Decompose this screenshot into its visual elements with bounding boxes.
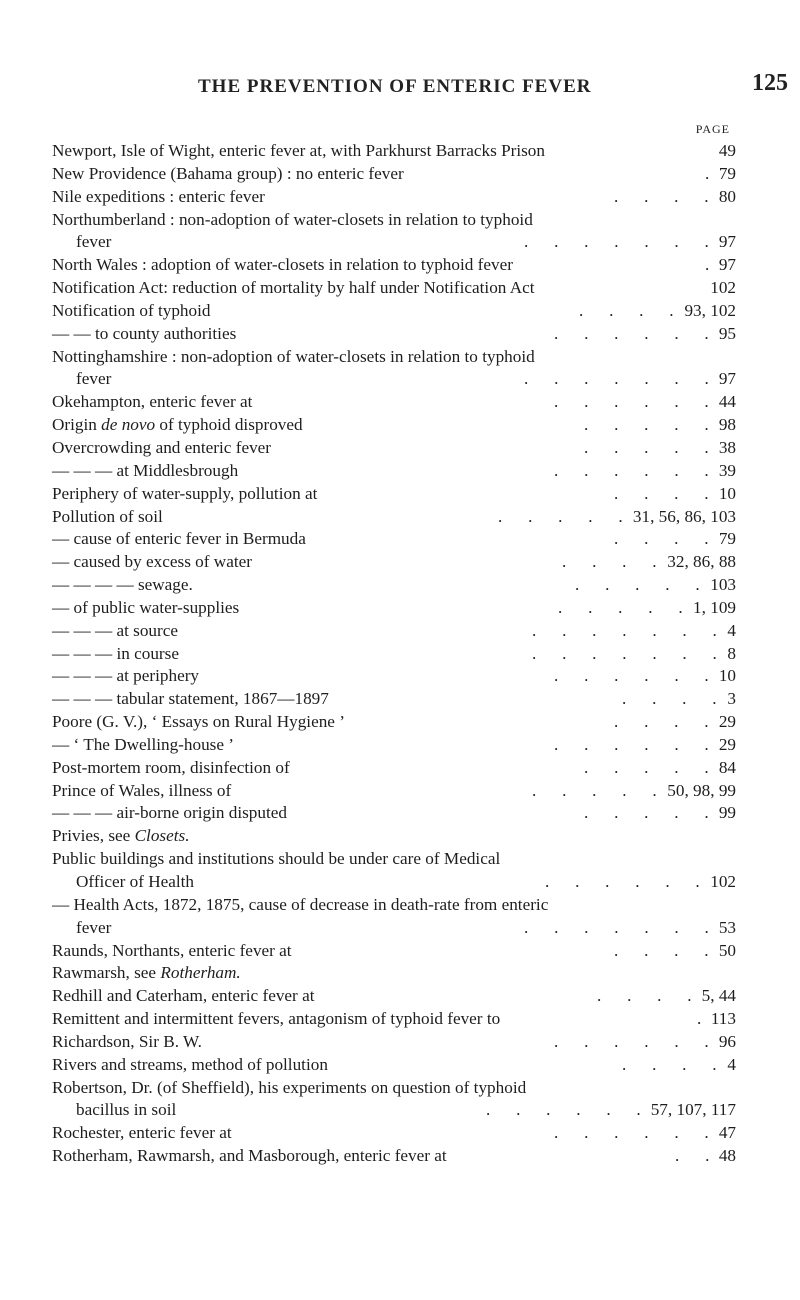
entry-text: Robertson, Dr. (of Sheffield), his experiments on question of typhoid xyxy=(52,1077,527,1097)
index-entry xyxy=(52,528,736,551)
entry-pages: 39 xyxy=(718,460,736,480)
entry-pages: 84 xyxy=(718,757,736,777)
index-entry xyxy=(52,688,736,711)
index-entry xyxy=(52,985,736,1008)
entry-pages: 4 xyxy=(727,620,736,640)
index-entry xyxy=(52,277,736,300)
entry-text: — — to county authorities xyxy=(52,323,237,343)
entry-text: — ‘ The Dwelling-house ’ xyxy=(52,734,235,754)
entry-text: Poore (G. V.), ‘ Essays on Rural Hygiene ’ xyxy=(52,712,345,732)
entry-pages: 93, 102 xyxy=(684,300,736,320)
index-entry xyxy=(52,483,736,506)
entry-text: North Wales : adoption of water-closets in relation to typhoid fever xyxy=(52,255,513,275)
index-entry xyxy=(52,163,736,186)
entry-pages: 103 xyxy=(710,575,736,595)
index-entry xyxy=(52,231,736,254)
entry-text: Privies, see Closets. xyxy=(52,826,190,846)
entry-pages: 97 xyxy=(718,255,736,275)
index-entry xyxy=(52,780,736,803)
entry-pages: 29 xyxy=(718,712,736,732)
dot-leader: . . xyxy=(675,1146,710,1166)
dot-leader: . . . . . xyxy=(584,415,709,435)
dot-leader: . . . . xyxy=(614,529,709,549)
dot-leader: . . . . xyxy=(614,483,709,503)
dot-leader: . . . . . xyxy=(558,597,683,617)
entry-text: — — — in course xyxy=(52,643,179,663)
index-entry xyxy=(52,643,736,666)
entry-text: — of public water-supplies xyxy=(52,597,240,617)
entry-text: Remittent and intermittent fevers, antagonism of typhoid fever to xyxy=(52,1009,501,1029)
entry-text: fever xyxy=(76,232,112,252)
entry-pages: 10 xyxy=(718,483,736,503)
index-entry xyxy=(52,757,736,780)
index-entry xyxy=(52,1099,736,1122)
entry-text: Okehampton, enteric fever at xyxy=(52,392,253,412)
index-entry xyxy=(52,300,736,323)
entry-pages: 31, 56, 86, 103 xyxy=(632,506,736,526)
index-entry xyxy=(52,254,736,277)
entry-pages: 38 xyxy=(718,437,736,457)
entry-text: Post-mortem room, disinfection of xyxy=(52,757,290,777)
index-entry xyxy=(52,391,736,414)
dot-leader: . . . . . . . xyxy=(532,620,717,640)
index-entry xyxy=(52,940,736,963)
index-entry xyxy=(52,848,736,871)
entry-text: Rawmarsh, see Rotherham. xyxy=(52,963,241,983)
dot-leader: . . . . . xyxy=(498,506,623,526)
entry-text: — — — tabular statement, 1867—1897 xyxy=(52,689,329,709)
dot-leader: . . . . . . . xyxy=(524,232,709,252)
index-entry xyxy=(52,346,736,369)
dot-leader: . . . . . . xyxy=(554,392,709,412)
entry-pages: 113 xyxy=(710,1009,736,1029)
index-entry xyxy=(52,962,736,985)
dot-leader: . . . . . . xyxy=(486,1100,641,1120)
index-entry xyxy=(52,551,736,574)
index-entry xyxy=(52,917,736,940)
entry-text: Periphery of water-supply, pollution at xyxy=(52,483,318,503)
running-head xyxy=(198,70,788,104)
entry-text: Richardson, Sir B. W. xyxy=(52,1031,202,1051)
entry-text: Overcrowding and enteric fever xyxy=(52,437,272,457)
dot-leader: . . . . . . xyxy=(554,1031,709,1051)
index-entry xyxy=(52,460,736,483)
entry-pages: 44 xyxy=(718,392,736,412)
index-entry xyxy=(52,802,736,825)
dot-leader: . . . . xyxy=(622,1054,717,1074)
entry-pages: 96 xyxy=(718,1031,736,1051)
entry-pages: 102 xyxy=(710,278,736,298)
entry-text: Northumberland : non-adoption of water-closets in relation to typhoid xyxy=(52,209,533,229)
index-entry xyxy=(52,323,736,346)
entry-text: — — — air-borne origin disputed xyxy=(52,803,287,823)
dot-leader: . . . . . xyxy=(532,780,657,800)
entry-pages: 8 xyxy=(727,643,736,663)
index-entry xyxy=(52,620,736,643)
index-entry xyxy=(52,665,736,688)
entry-text: Redhill and Caterham, enteric fever at xyxy=(52,986,315,1006)
index-entry xyxy=(52,1008,736,1031)
dot-leader: . . . . xyxy=(614,186,709,206)
entry-text: Officer of Health xyxy=(76,872,195,891)
entry-pages: 48 xyxy=(718,1146,736,1166)
entry-pages: 102 xyxy=(710,872,736,891)
dot-leader: . . . . xyxy=(614,940,709,960)
dot-leader: . . . . . . xyxy=(554,460,709,480)
index-entry xyxy=(52,825,736,848)
index-entry xyxy=(52,1077,736,1100)
entry-pages: 4 xyxy=(727,1054,736,1074)
dot-leader: . . . . . . . xyxy=(524,917,709,937)
dot-leader: . . . . xyxy=(614,712,709,732)
entry-text: fever xyxy=(76,917,112,937)
entry-text: — Health Acts, 1872, 1875, cause of decrease in death-rate from enteric xyxy=(52,894,549,914)
index-entry xyxy=(52,894,736,917)
entry-pages: 95 xyxy=(718,323,736,343)
dot-leader: . . . . . xyxy=(575,575,700,595)
entry-pages: 50, 98, 99 xyxy=(667,780,736,800)
entry-text: Public buildings and institutions should be under care of Medical xyxy=(52,849,501,869)
entry-text: Rotherham, Rawmarsh, and Masborough, enteric fever at xyxy=(52,1146,447,1166)
entry-pages: 49 xyxy=(718,141,736,160)
entry-pages: 97 xyxy=(718,369,736,389)
entry-text: bacillus in soil xyxy=(76,1100,177,1120)
dot-leader: . . . . . . xyxy=(554,1123,709,1143)
dot-leader: . xyxy=(705,255,710,275)
index-entry xyxy=(52,186,736,209)
entry-text: — — — at Middlesbrough xyxy=(52,460,239,480)
dot-leader: . . . . xyxy=(597,986,692,1006)
entry-pages: 47 xyxy=(718,1123,736,1143)
dot-leader: . . . . . xyxy=(584,757,709,777)
index-entry xyxy=(52,1054,736,1077)
entry-text: Notification of typhoid xyxy=(52,300,211,320)
entry-pages: 80 xyxy=(718,186,736,206)
dot-leader: . . . . . . xyxy=(554,323,709,343)
entry-pages: 57, 107, 117 xyxy=(650,1100,736,1120)
entry-pages: 97 xyxy=(718,232,736,252)
index-entry xyxy=(52,437,736,460)
dot-leader: . . . . . . xyxy=(554,666,709,686)
dot-leader: . . . . . . . xyxy=(524,369,709,389)
entry-pages: 79 xyxy=(718,529,736,549)
dot-leader: . . . . xyxy=(562,552,657,572)
index-entry xyxy=(52,209,736,232)
index-entry xyxy=(52,140,736,163)
index-entry xyxy=(52,506,736,529)
entry-pages: 29 xyxy=(718,734,736,754)
entry-pages: 32, 86, 88 xyxy=(667,552,736,572)
entry-text: Rochester, enteric fever at xyxy=(52,1123,232,1143)
dot-leader: . . . . . xyxy=(584,803,709,823)
entry-text: — — — at source xyxy=(52,620,179,640)
dot-leader: . xyxy=(705,163,710,183)
index-entry xyxy=(52,871,736,894)
dot-leader: . . . . . . xyxy=(554,734,709,754)
page-column-heading: PAGE xyxy=(695,122,730,136)
index-entries xyxy=(52,140,736,1168)
dot-leader: . . . . xyxy=(579,300,674,320)
index-entry xyxy=(52,574,736,597)
entry-pages: 5, 44 xyxy=(701,986,736,1006)
entry-pages: 1, 109 xyxy=(693,597,736,617)
index-entry xyxy=(52,414,736,437)
entry-text: Rivers and streams, method of pollution xyxy=(52,1054,328,1074)
index-entry xyxy=(52,734,736,757)
entry-text: New Providence (Bahama group) : no enteric fever xyxy=(52,163,404,183)
entry-pages: 53 xyxy=(718,917,736,937)
entry-pages: 79 xyxy=(718,163,736,183)
entry-pages: 98 xyxy=(718,415,736,435)
entry-text: Prince of Wales, illness of xyxy=(52,780,232,800)
index-entry xyxy=(52,1031,736,1054)
entry-text: Notification Act: reduction of mortality by half under Notification Act xyxy=(52,278,535,298)
entry-text: Origin de novo of typhoid disproved xyxy=(52,415,303,435)
dot-leader: . xyxy=(697,1009,702,1029)
entry-text: — cause of enteric fever in Bermuda xyxy=(52,529,306,549)
dot-leader: . . . . xyxy=(622,689,717,709)
entry-pages: 99 xyxy=(718,803,736,823)
entry-text: — — — at periphery xyxy=(52,666,200,686)
entry-pages: 10 xyxy=(718,666,736,686)
entry-pages: 50 xyxy=(718,940,736,960)
index-entry xyxy=(52,711,736,734)
entry-text: fever xyxy=(76,369,112,389)
entry-text: — — — — sewage. xyxy=(52,575,193,595)
running-title: THE PREVENTION OF ENTERIC FEVER xyxy=(198,76,592,97)
entry-pages: 3 xyxy=(727,689,736,709)
index-entry xyxy=(52,597,736,620)
entry-text: Raunds, Northants, enteric fever at xyxy=(52,940,292,960)
dot-leader: . . . . . xyxy=(584,437,709,457)
entry-text: — caused by excess of water xyxy=(52,552,252,572)
dot-leader: . . . . . . xyxy=(545,872,700,891)
index-entry xyxy=(52,1145,736,1168)
index-entry xyxy=(52,1122,736,1145)
entry-text: Pollution of soil xyxy=(52,506,163,526)
page-number: 125 xyxy=(752,70,788,96)
dot-leader: . . . . . . . xyxy=(532,643,717,663)
entry-text: Nottinghamshire : non-adoption of water-closets in relation to typhoid xyxy=(52,346,535,366)
index-entry xyxy=(52,368,736,391)
entry-text: Newport, Isle of Wight, enteric fever at, with Parkhurst Barracks Prison xyxy=(52,141,545,160)
entry-text: Nile expeditions : enteric fever xyxy=(52,186,265,206)
